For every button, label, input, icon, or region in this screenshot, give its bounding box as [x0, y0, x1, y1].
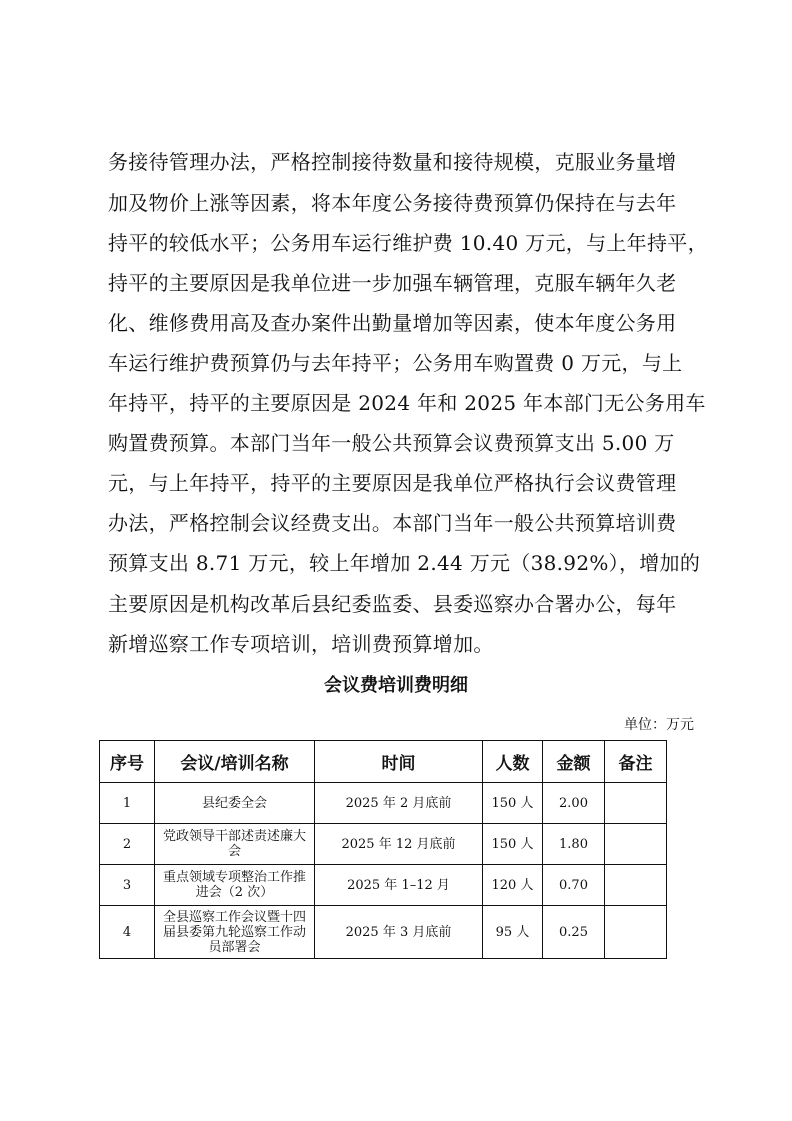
cell-amount: 0.70 [543, 865, 605, 906]
paragraph-line: 务接待管理办法，严格控制接待数量和接待规模，克服业务量增 [108, 150, 677, 174]
header-time: 时间 [315, 741, 483, 783]
paragraph-line: 预算支出 8.71 万元，较上年增加 2.44 万元（38.92%），增加的 [108, 551, 701, 575]
cell-amount: 1.80 [543, 824, 605, 865]
header-attendees: 人数 [483, 741, 543, 783]
cell-time: 2025 年 3 月底前 [315, 906, 483, 959]
cell-index: 3 [100, 865, 155, 906]
cell-name: 全县巡察工作会议暨十四届县委第九轮巡察工作动员部署会 [155, 906, 315, 959]
paragraph-line: 持平的较低水平；公务用车运行维护费 10.40 万元，与上年持平， [108, 231, 708, 255]
table-row [100, 906, 667, 959]
paragraph-line: 主要原因是机构改革后县纪委监委、县委巡察办合署办公，每年 [108, 592, 677, 616]
cell-attendees: 150 人 [483, 824, 543, 865]
expense-detail-table [99, 740, 667, 959]
table-title: 会议费培训费明细 [324, 675, 468, 696]
cell-amount: 0.25 [543, 906, 605, 959]
table-row [100, 824, 667, 865]
paragraph-line: 持平的主要原因是我单位进一步加强车辆管理，克服车辆年久老 [108, 271, 677, 295]
cell-time: 2025 年 12 月底前 [315, 824, 483, 865]
table-row [100, 783, 667, 824]
cell-time: 2025 年 2 月底前 [315, 783, 483, 824]
cell-attendees: 120 人 [483, 865, 543, 906]
header-amount: 金额 [543, 741, 605, 783]
paragraph-line: 车运行维护费预算仍与去年持平；公务用车购置费 0 万元，与上 [108, 351, 683, 375]
paragraph-line: 购置费预算。本部门当年一般公共预算会议费预算支出 5.00 万 [108, 431, 675, 455]
cell-attendees: 150 人 [483, 783, 543, 824]
paragraph-line: 加及物价上涨等因素，将本年度公务接待费预算仍保持在与去年 [108, 191, 677, 215]
cell-attendees: 95 人 [483, 906, 543, 959]
cell-index: 2 [100, 824, 155, 865]
paragraph-line: 办法，严格控制会议经费支出。本部门当年一般公共预算培训费 [108, 511, 677, 535]
cell-name: 重点领域专项整治工作推进会（2 次） [155, 865, 315, 906]
cell-name: 县纪委全会 [155, 783, 315, 824]
header-index: 序号 [100, 741, 155, 783]
table-header-row [100, 741, 667, 783]
cell-index: 1 [100, 783, 155, 824]
paragraph-line: 元，与上年持平，持平的主要原因是我单位严格执行会议费管理 [108, 471, 677, 495]
unit-label: 单位：万元 [624, 717, 694, 733]
cell-remarks [605, 906, 667, 959]
header-remarks: 备注 [605, 741, 667, 783]
cell-time: 2025 年 1–12 月 [315, 865, 483, 906]
table-row [100, 865, 667, 906]
paragraph-line: 新增巡察工作专项培训，培训费预算增加。 [108, 632, 494, 656]
paragraph-line: 年持平，持平的主要原因是 2024 年和 2025 年本部门无公务用车 [108, 391, 706, 415]
cell-name: 党政领导干部述责述廉大会 [155, 824, 315, 865]
cell-amount: 2.00 [543, 783, 605, 824]
cell-remarks [605, 865, 667, 906]
paragraph-line: 化、维修费用高及查办案件出勤量增加等因素，使本年度公务用 [108, 311, 677, 335]
cell-remarks [605, 824, 667, 865]
cell-index: 4 [100, 906, 155, 959]
header-name: 会议/培训名称 [155, 741, 315, 783]
cell-remarks [605, 783, 667, 824]
